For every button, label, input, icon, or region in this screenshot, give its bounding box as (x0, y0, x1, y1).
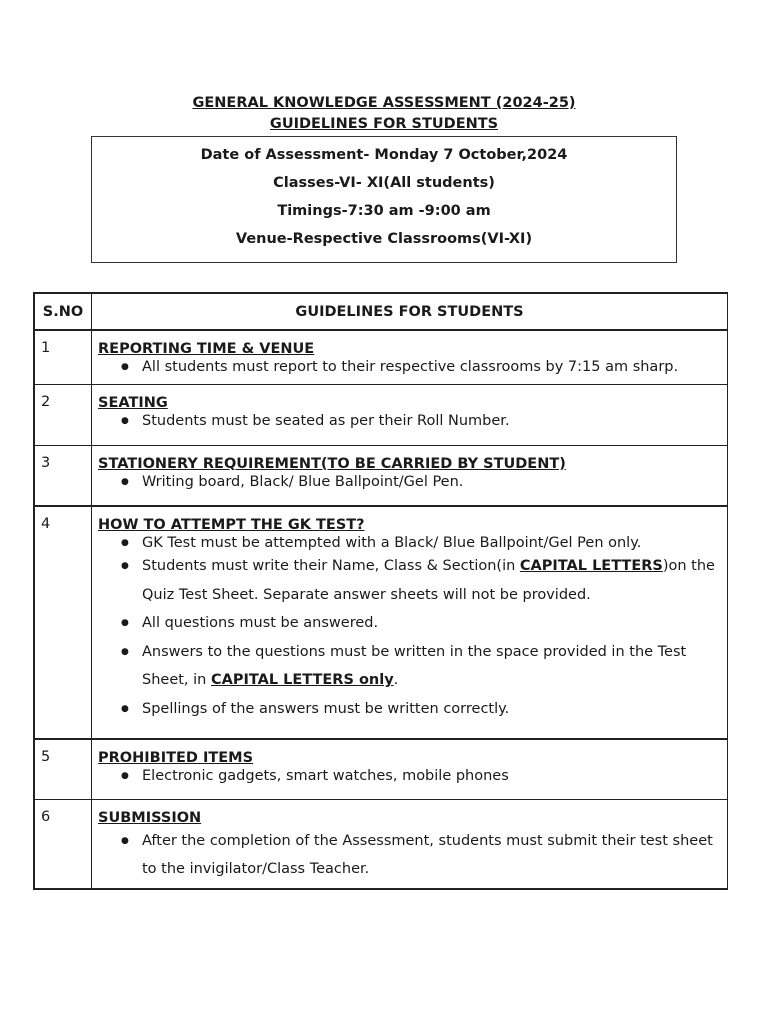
row-content (92, 445, 728, 506)
row-number: 2 (34, 384, 92, 445)
row-content (92, 799, 728, 889)
row-content (92, 384, 728, 445)
row-number: 4 (34, 506, 92, 739)
table-row (34, 799, 728, 889)
bullet-text: Answers to the questions must be written in the space provided in the Test Sheet, in (142, 643, 687, 688)
list-item (142, 638, 721, 695)
section-title: REPORTING TIME & VENUE (98, 341, 315, 357)
column-header-sno: S.NO (34, 293, 92, 330)
table-row (34, 739, 728, 799)
row-number: 1 (34, 330, 92, 384)
assessment-date: Date of Assessment- Monday 7 October,2024 (200, 147, 568, 163)
table-row (34, 384, 728, 445)
bullet-text: Students must write their Name, Class & Section(in (142, 558, 520, 574)
document-subtitle: GUIDELINES FOR STUDENTS (269, 116, 499, 132)
list-item: ● All students must report to their respective classrooms by 7:15 am sharp. (142, 358, 721, 376)
bullet-text: . (393, 672, 399, 688)
bullet-list (98, 412, 721, 430)
guidelines-table (33, 292, 728, 890)
assessment-info-box (91, 136, 677, 263)
row-number: 6 (34, 799, 92, 889)
document-title: GENERAL KNOWLEDGE ASSESSMENT (2024-25) (192, 95, 576, 111)
list-item: ● Spellings of the answers must be written correctly. (142, 695, 721, 724)
list-item: ● After the completion of the Assessment, students must submit their test sheet to the invigilator/Class Teacher. (142, 827, 721, 884)
list-item: ● GK Test must be attempted with a Black/ Blue Ballpoint/Gel Pen only. (142, 534, 721, 552)
list-item: ● Electronic gadgets, smart watches, mobile phones (142, 767, 721, 785)
table-row (34, 445, 728, 506)
table-row (34, 330, 728, 384)
row-content (92, 739, 728, 799)
bullet-list (98, 358, 721, 376)
section-title: PROHIBITED ITEMS (98, 750, 254, 766)
bullet-list (98, 534, 721, 723)
bullet-text: )on the Quiz Test Sheet. Separate answer sheets will not be provided. (142, 558, 715, 603)
list-item: ● Students must be seated as per their Roll Number. (142, 412, 721, 430)
list-item: ● All questions must be answered. (142, 609, 721, 638)
row-number: 5 (34, 739, 92, 799)
row-content (92, 330, 728, 384)
assessment-timings: Timings-7:30 am -9:00 am (277, 203, 491, 219)
emphasis-text: CAPITAL LETTERS only (210, 672, 394, 688)
row-content (92, 506, 728, 739)
table-header-row (34, 293, 728, 330)
row-number: 3 (34, 445, 92, 506)
document-header (0, 93, 768, 135)
section-title: STATIONERY REQUIREMENT(TO BE CARRIED BY STUDENT) (98, 455, 566, 472)
bullet-list (98, 767, 721, 785)
assessment-classes: Classes-VI- XI(All students) (273, 175, 495, 191)
section-title: SUBMISSION (98, 809, 202, 826)
list-item (142, 552, 721, 609)
bullet-list (98, 473, 721, 491)
list-item: ● Writing board, Black/ Blue Ballpoint/Gel Pen. (142, 473, 721, 491)
section-title: SEATING (98, 394, 168, 411)
bullet-list (98, 827, 721, 884)
assessment-venue: Venue-Respective Classrooms(VI-XI) (235, 231, 533, 247)
column-header-guidelines: GUIDELINES FOR STUDENTS (92, 293, 728, 330)
section-title: HOW TO ATTEMPT THE GK TEST? (98, 517, 365, 533)
table-row (34, 506, 728, 739)
emphasis-text: CAPITAL LETTERS (519, 558, 663, 574)
